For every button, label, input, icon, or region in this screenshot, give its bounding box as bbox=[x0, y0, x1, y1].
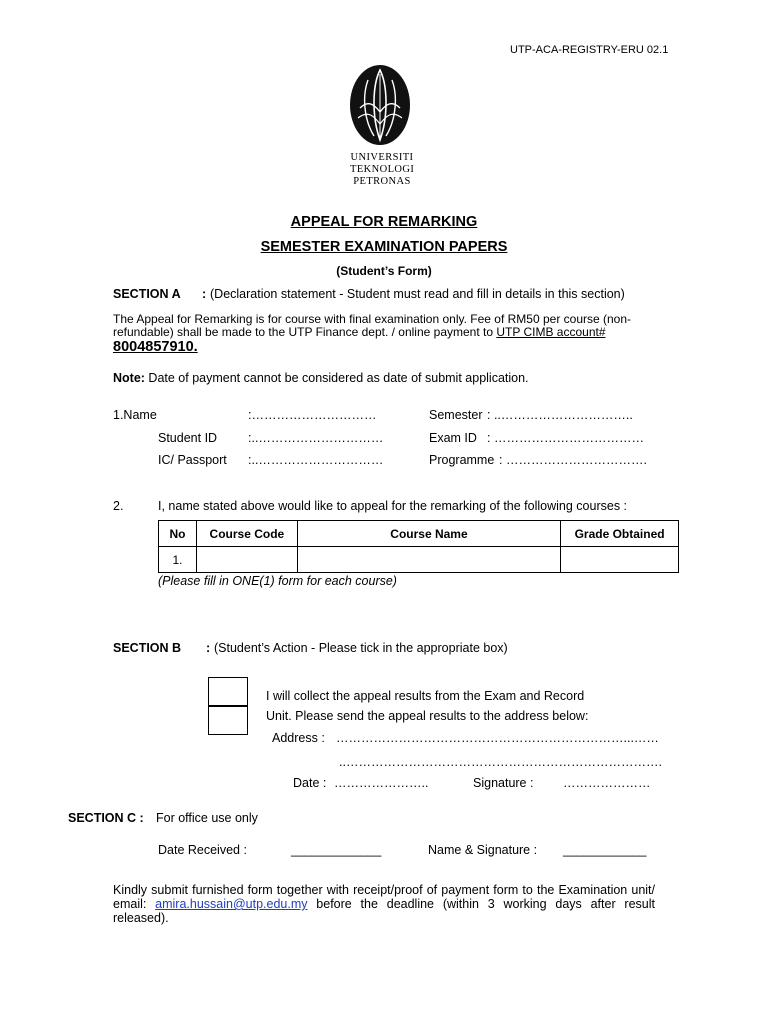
fee-paragraph-line-1: The Appeal for Remarking is for course with final examination only. Fee of RM50 per course (non- bbox=[113, 312, 632, 326]
note bbox=[113, 371, 529, 385]
signature-label: Signature : bbox=[473, 776, 534, 790]
name-label: 1.Name bbox=[113, 408, 157, 422]
note-text: Date of payment cannot be considered as date of submit application. bbox=[144, 371, 529, 385]
cimb-account-link[interactable]: UTP CIMB account# bbox=[496, 325, 606, 339]
section-c-label: SECTION C : bbox=[68, 811, 144, 825]
programme-field[interactable]: : ……………………………. bbox=[499, 453, 647, 467]
section-b-colon: : bbox=[206, 641, 211, 655]
collect-results-checkbox[interactable] bbox=[208, 677, 248, 706]
send-results-checkbox[interactable] bbox=[208, 706, 248, 735]
utp-logo-icon bbox=[346, 64, 414, 146]
option-send-text: Unit. Please send the appeal results to the address below: bbox=[266, 709, 589, 723]
table-cell-course-code[interactable] bbox=[196, 547, 297, 573]
table-header-row bbox=[159, 521, 679, 547]
document-code: UTP-ACA-REGISTRY-ERU 02.1 bbox=[510, 44, 669, 56]
exam-id-field[interactable]: : ……………………………… bbox=[487, 431, 644, 445]
ic-passport-field[interactable]: :..………………………… bbox=[248, 453, 384, 467]
table-header-grade: Grade Obtained bbox=[561, 521, 679, 547]
address-field-line-2[interactable]: ..…………………………………………………………………. bbox=[339, 755, 662, 769]
section-b-description: (Student’s Action - Please tick in the appropriate box) bbox=[214, 641, 508, 655]
name-field[interactable]: :………………………… bbox=[248, 408, 377, 422]
logo-line-1: UNIVERSITI bbox=[350, 152, 414, 163]
semester-label: Semester bbox=[429, 408, 483, 422]
note-label: Note: bbox=[113, 371, 145, 385]
courses-table bbox=[158, 520, 679, 573]
exam-id-label: Exam ID bbox=[429, 431, 477, 445]
footer-text-2: before the deadline (within 3 working days after result released). bbox=[113, 897, 655, 925]
logo-line-3: PETRONAS bbox=[353, 176, 411, 187]
student-id-label: Student ID bbox=[158, 431, 218, 445]
name-signature-field[interactable]: ____________ bbox=[563, 843, 647, 857]
date-field[interactable]: ………………….. bbox=[334, 776, 429, 790]
date-label: Date : bbox=[293, 776, 327, 790]
ic-passport-label: IC/ Passport bbox=[158, 453, 227, 467]
item-2-number: 2. bbox=[113, 499, 124, 513]
footer-instructions bbox=[113, 883, 655, 925]
table-cell-course-name[interactable] bbox=[297, 547, 560, 573]
address-label: Address : bbox=[272, 731, 325, 745]
section-a-description: (Declaration statement - Student must read and fill in details in this section) bbox=[210, 287, 625, 301]
section-c-description: For office use only bbox=[156, 811, 258, 825]
account-number: 8004857910. bbox=[113, 339, 198, 355]
email-link[interactable]: amira.hussain@utp.edu.my bbox=[155, 897, 308, 911]
section-a-label: SECTION A bbox=[113, 287, 181, 301]
table-cell-grade[interactable] bbox=[561, 547, 679, 573]
option-collect-text: I will collect the appeal results from the Exam and Record bbox=[266, 689, 585, 703]
fee-paragraph-line-2 bbox=[113, 325, 606, 339]
date-received-label: Date Received : bbox=[158, 843, 247, 857]
name-signature-label: Name & Signature : bbox=[428, 843, 538, 857]
student-id-field[interactable]: :..………………………… bbox=[248, 431, 384, 445]
footer-text-1: Kindly submit furnished form together with receipt/proof of payment form to the Examination unit/ email: bbox=[113, 883, 655, 911]
table-header-no: No bbox=[159, 521, 197, 547]
page-title: APPEAL FOR REMARKING bbox=[290, 214, 478, 230]
item-2-text: I, name stated above would like to appeal for the remarking of the following courses : bbox=[158, 499, 628, 513]
fee-paragraph-line-2-text: refundable) shall be made to the UTP Finance dept. / online payment to bbox=[113, 325, 497, 339]
logo-line-2: TEKNOLOGI bbox=[350, 164, 415, 175]
section-b-label: SECTION B bbox=[113, 641, 182, 655]
signature-field[interactable]: ………………… bbox=[563, 776, 651, 790]
date-received-field[interactable]: _____________ bbox=[291, 843, 382, 857]
page-subtitle: SEMESTER EXAMINATION PAPERS bbox=[260, 239, 508, 255]
address-field-line-1[interactable]: ……………………………………………………………...…… bbox=[336, 731, 659, 745]
table-cell-no: 1. bbox=[159, 547, 197, 573]
table-row bbox=[159, 547, 679, 573]
table-header-course-code: Course Code bbox=[196, 521, 297, 547]
form-type-label: (Student’s Form) bbox=[336, 264, 432, 278]
table-note: (Please fill in ONE(1) form for each course) bbox=[158, 574, 397, 588]
table-header-course-name: Course Name bbox=[297, 521, 560, 547]
programme-label: Programme bbox=[429, 453, 495, 467]
semester-field[interactable]: : ..………………………….. bbox=[487, 408, 633, 422]
section-a-colon: : bbox=[202, 287, 207, 301]
